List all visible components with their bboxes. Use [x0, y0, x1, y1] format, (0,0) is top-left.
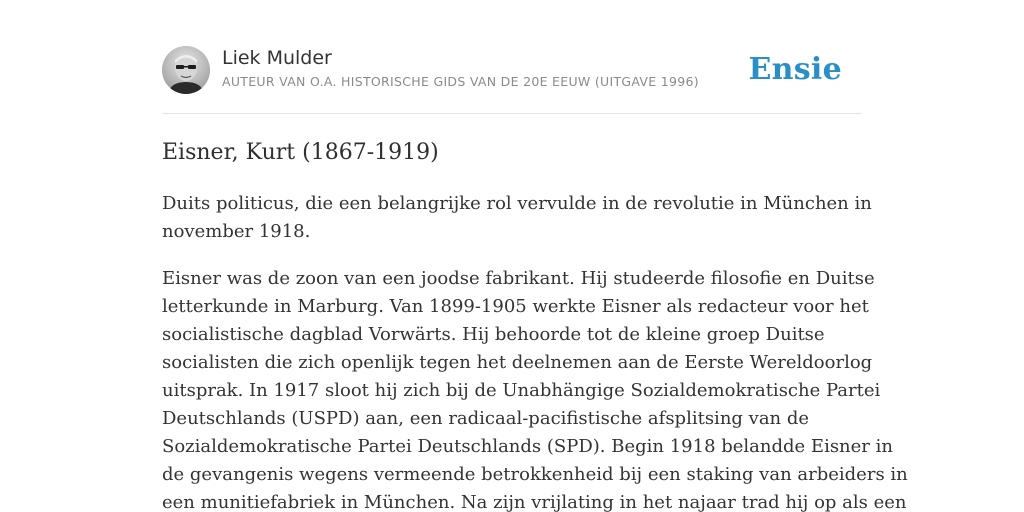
text-line: socialistische dagblad Vorwärts. Hij behoorde tot de kleine groep Duitse	[162, 324, 825, 345]
header-divider	[162, 113, 862, 114]
text-line: uitsprak. In 1917 sloot hij zich bij de Unabhängige Sozialdemokratische Partei	[162, 380, 881, 401]
text-line: Sozialdemokratische Partei Deutschlands (SPD). Begin 1918 belandde Eisner in	[162, 436, 893, 457]
text-line: letterkunde in Marburg. Van 1899-1905 werkte Eisner als redacteur voor het	[162, 296, 869, 317]
author-photo	[162, 46, 210, 94]
article-body-paragraph	[162, 265, 908, 512]
text-line: Eisner was de zoon van een joodse fabrikant. Hij studeerde filosofie en Duitse	[162, 268, 875, 289]
text-line: november 1918.	[162, 221, 311, 242]
author-avatar[interactable]	[162, 46, 210, 94]
author-description: AUTEUR VAN O.A. HISTORISCHE GIDS VAN DE 20E EEUW (UITGAVE 1996)	[222, 74, 699, 89]
article-intro-paragraph	[162, 190, 872, 246]
author-name[interactable]: Liek Mulder	[222, 47, 332, 69]
text-line: Duits politicus, die een belangrijke rol vervulde in de revolutie in München in	[162, 193, 872, 214]
ensie-logo[interactable]: Ensie	[748, 52, 842, 87]
author-header	[162, 46, 862, 96]
text-line: Deutschlands (USPD) aan, een radicaal-pacifistische afsplitsing van de	[162, 408, 810, 429]
article-title: Eisner, Kurt (1867-1919)	[162, 140, 439, 165]
text-line: een munitiefabriek in München. Na zijn vrijlating in het najaar trad hij op als een	[162, 492, 907, 512]
text-line: socialisten die zich openlijk tegen het deelnemen aan de Eerste Wereldoorlog	[162, 352, 873, 373]
text-line: de gevangenis wegens vermeende betrokkenheid bij een staking van arbeiders in	[162, 464, 908, 485]
